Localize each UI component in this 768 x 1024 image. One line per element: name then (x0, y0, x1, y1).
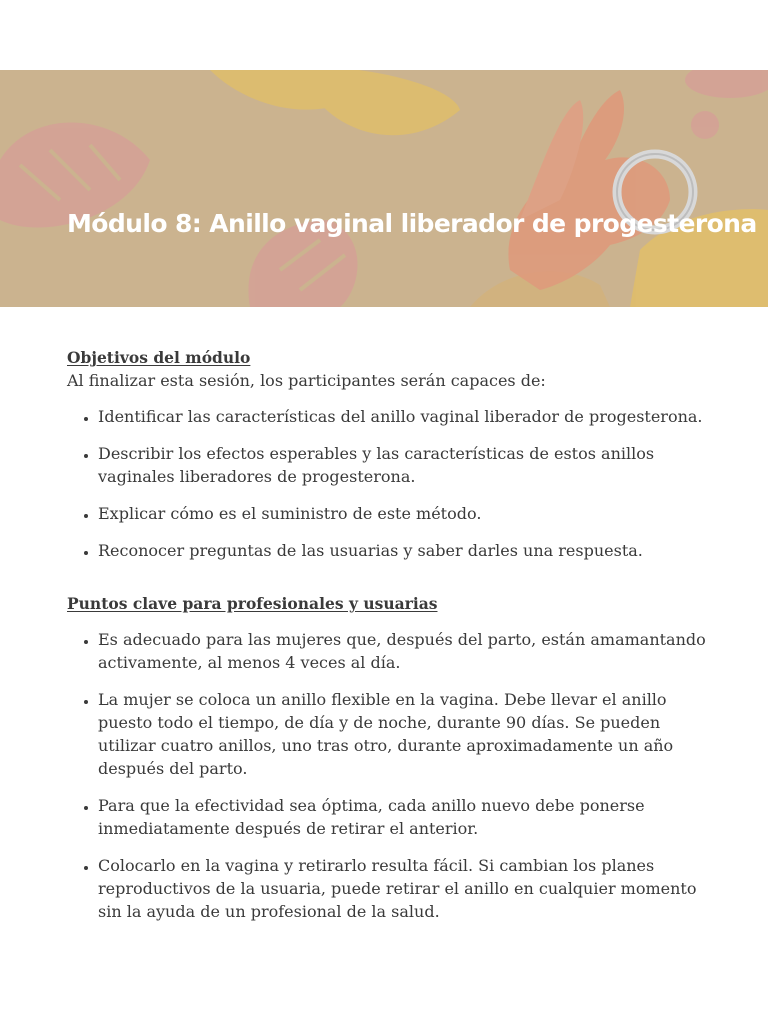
objectives-intro: Al finalizar esta sesión, los participantes serán capaces de: (67, 371, 546, 390)
objectives-list (67, 405, 707, 562)
objectives-heading: Objetivos del módulo (67, 348, 251, 367)
list-item: • Para que la efectividad sea óptima, cada anillo nuevo debe ponerse inmediatamente después de retirar el anterior. (98, 794, 707, 840)
list-item: • Explicar cómo es el suministro de este método. (98, 502, 707, 525)
module-content (67, 346, 707, 937)
list-item: • Es adecuado para las mujeres que, después del parto, están amamantando activamente, al menos 4 veces al día. (98, 628, 707, 674)
banner-illustration (0, 70, 768, 307)
list-item: • Reconocer preguntas de las usuarias y saber darles una respuesta. (98, 539, 707, 562)
objectives-section (67, 346, 707, 562)
list-item: • Identificar las características del anillo vaginal liberador de progesterona. (98, 405, 707, 428)
key-points-section (67, 592, 707, 923)
page-title: Módulo 8: Anillo vaginal liberador de progesterona (67, 209, 757, 238)
key-points-list (67, 628, 707, 923)
list-item: • Colocarlo en la vagina y retirarlo resulta fácil. Si cambian los planes reproductivos de la usuaria, puede retirar el anillo en cualquier momento sin la ayuda de un profesional de la salud. (98, 854, 707, 923)
header-banner (0, 70, 768, 307)
list-item: • Describir los efectos esperables y las características de estos anillos vaginales liberadores de progesterona. (98, 442, 707, 488)
list-item: • La mujer se coloca un anillo flexible en la vagina. Debe llevar el anillo puesto todo el tiempo, de día y de noche, durante 90 días. Se pueden utilizar cuatro anillos, uno tras otro, durante aproximadamente un año después del parto. (98, 688, 707, 780)
key-points-heading: Puntos clave para profesionales y usuarias (67, 594, 438, 613)
